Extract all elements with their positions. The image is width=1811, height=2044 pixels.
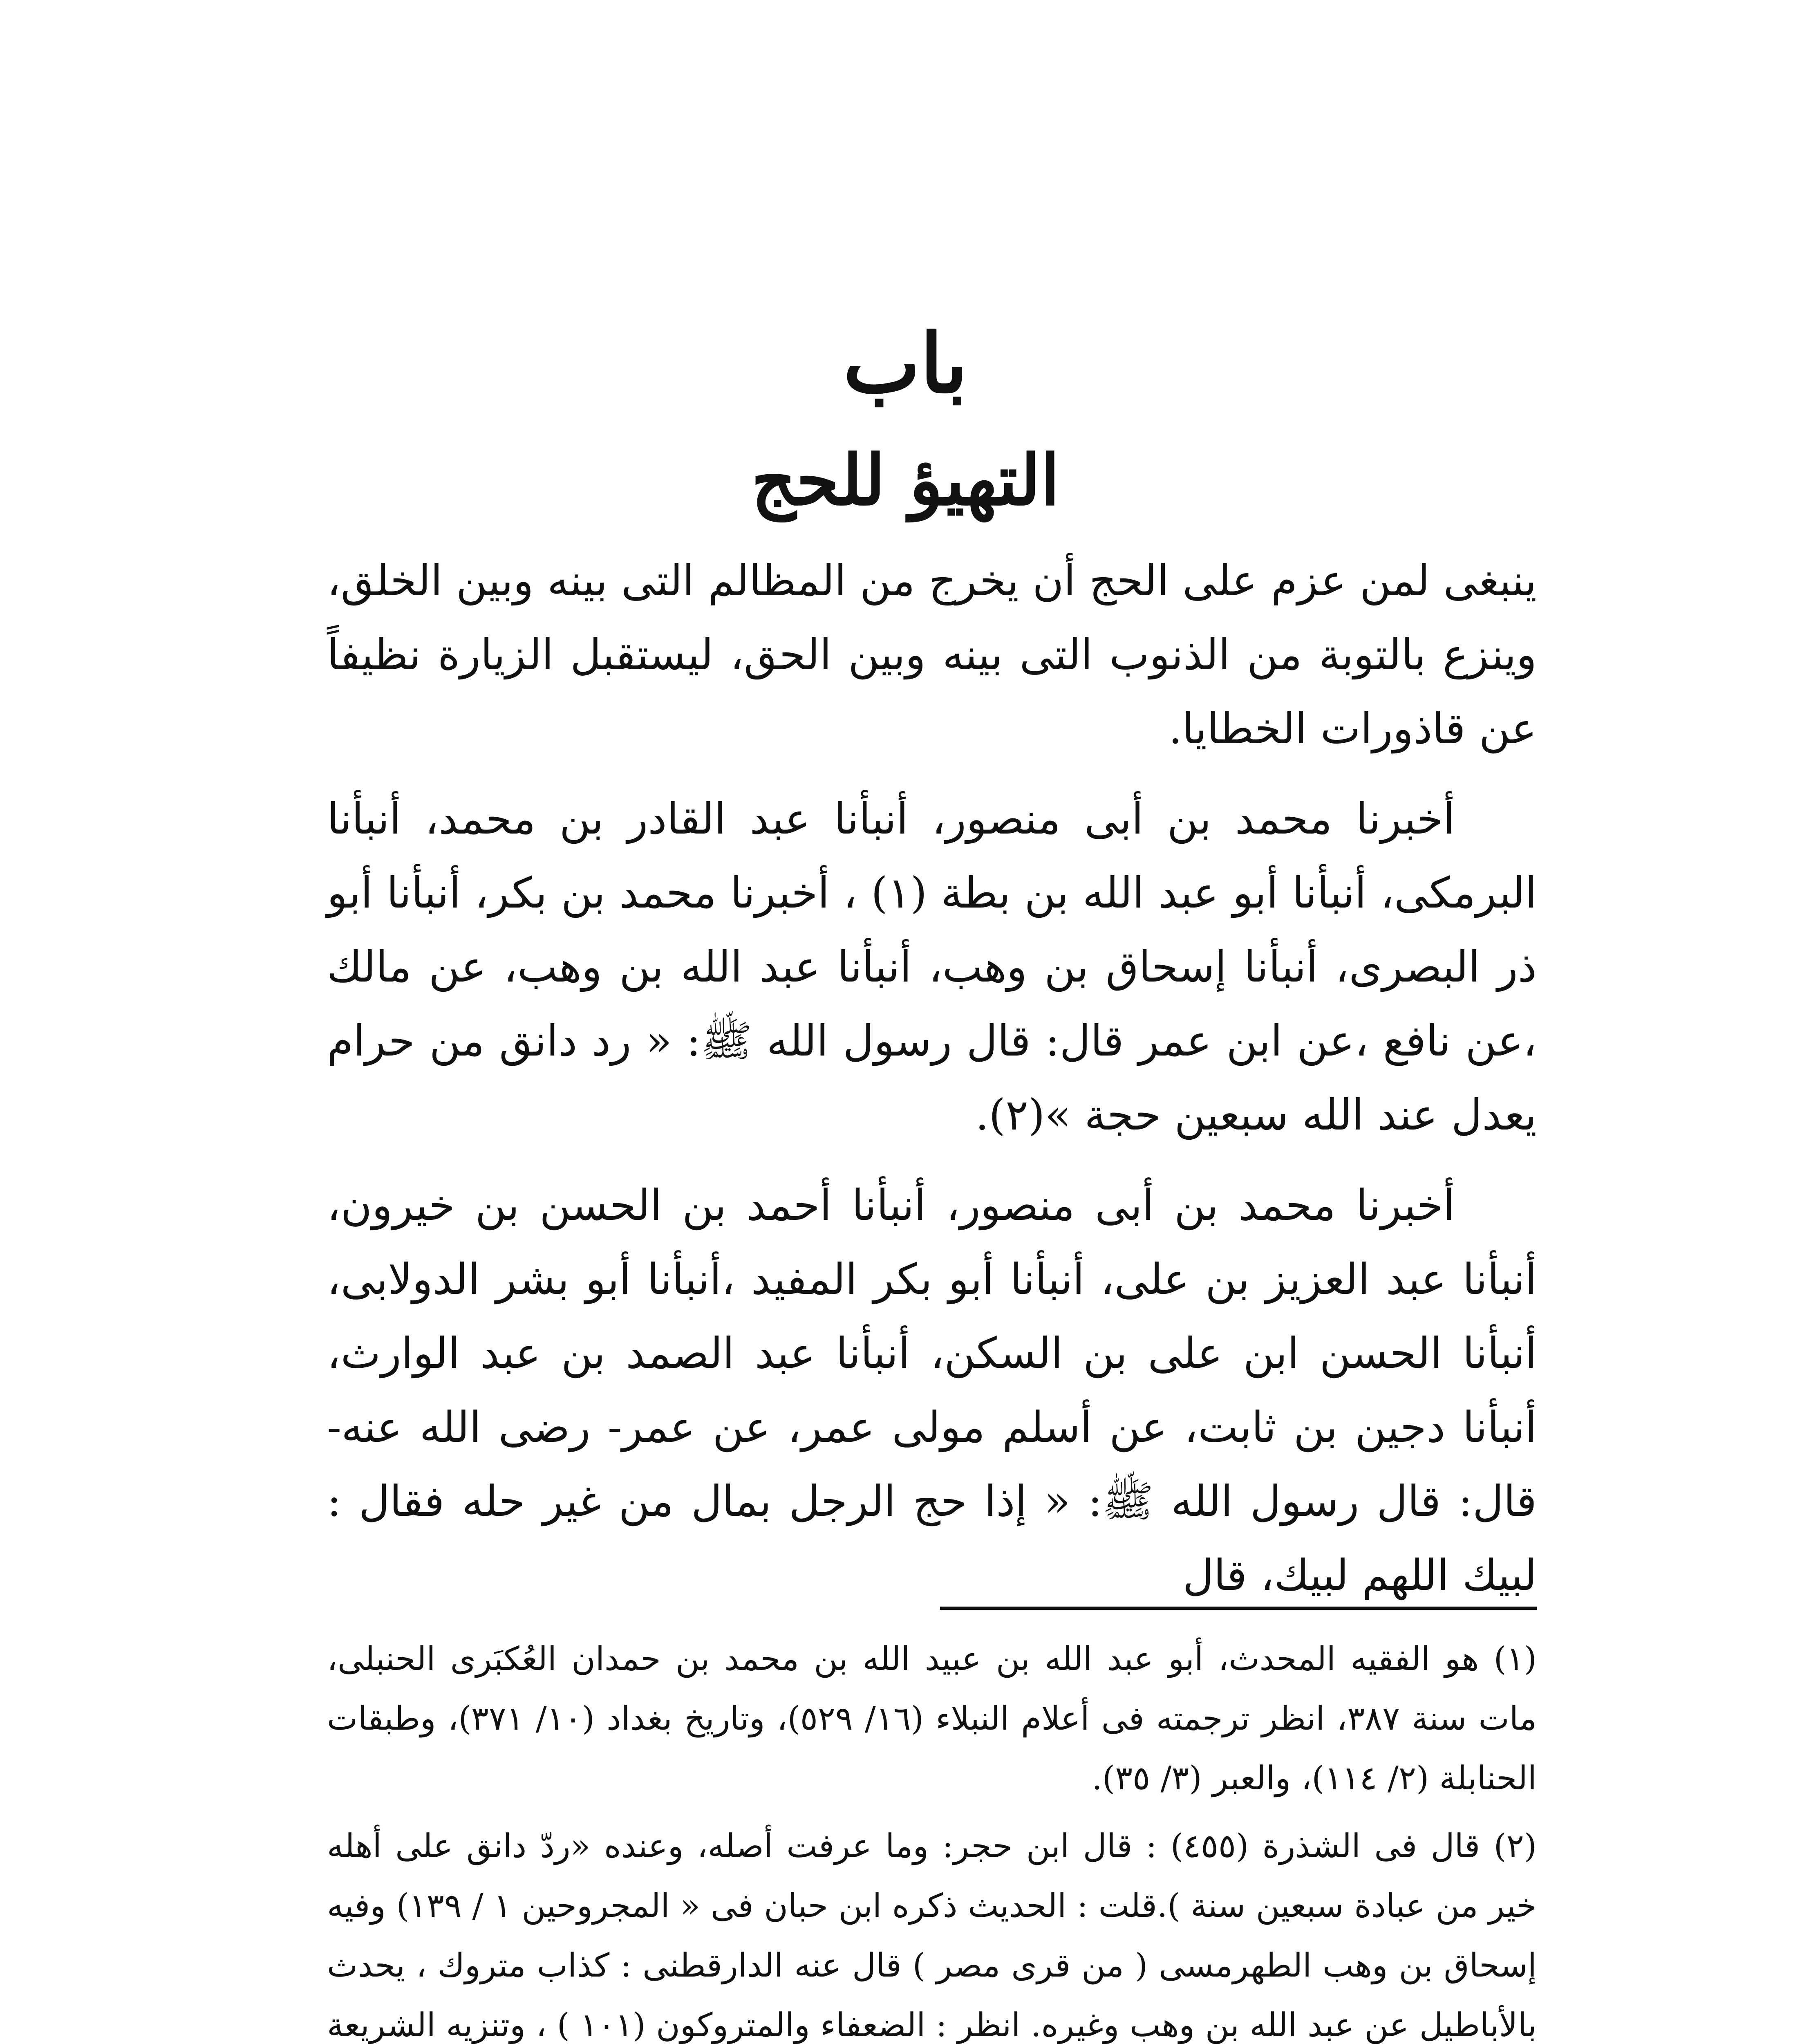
footnote-1: (١) هو الفقيه المحدث، أبو عبد الله بن عبيد الله بن محمد بن حمدان العُكبَرى الحنبلى، مات سنة ٣٨٧، انظر ترجمته فى أعلام النبلاء (١٦/ ٥٢٩)، وتاريخ بغداد (١٠/ ٣٧١)، وطبقات الحنابلة (٢/ ١١٤)، والعبر (٣/ ٣٥). [327,1640,1537,1797]
footnote-2: (٢) قال فى الشذرة (٤٥٥) : قال ابن حجر: وما عرفت أصله، وعنده «ردّ دانق على أهله خير من عبادة سبعين سنة ).قلت : الحديث ذكره ابن حبان فى « المجروحين ١ / ١٣٩) وفيه إسحاق بن وهب الطهرمسى ( من قرى مصر ) قال عنه الدارقطنى : كذاب متروك ، يحدث بالأباطيل عن عبد الله بن وهب وغيره. انظر : الضعفاء والمتروكون (١٠١ ) ، وتنزيه الشريعة [327,1827,1537,2044]
paragraph-intro: ينبغى لمن عزم على الحج أن يخرج من المظالم التى بينه وبين الخلق، وينزع بالتوبة من الذنوب التى بينه وبين الحق، ليستقبل الزيارة نظيفاً عن قاذورات الخطايا. [327,556,1537,753]
paragraph-hadith-2: أخبرنا محمد بن أبى منصور، أنبأنا أحمد بن الحسن بن خيرون، أنبأنا عبد العزيز بن على، أنبأنا أبو بكر المفيد ،أنبأنا أبو بشر الدولابى، أنبأنا الحسن ابن على بن السكن، أنبأنا عبد الصمد بن عبد الوارث، أنبأنا دجين بن ثابت، عن أسلم مولى عمر، عن عمر- رضى الله عنه- قال: قال رسول الله ﷺ: « إذا حج الرجل بمال من غير حله فقال : لبيك اللهم لبيك، قال [327,1180,1537,1600]
main-text [327,544,1537,1629]
chapter-label: باب [843,316,968,412]
paragraph-hadith-1: أخبرنا محمد بن أبى منصور، أنبأنا عبد القادر بن محمد، أنبأنا البرمكى، أنبأنا أبو عبد الله بن بطة (١) ، أخبرنا محمد بن بكر، أنبأنا أبو ذر البصرى، أنبأنا إسحاق بن وهب، أنبأنا عبد الله بن وهب، عن مالك ،عن نافع ،عن ابن عمر قال: قال رسول الله ﷺ: « رد دانق من حرام يعدل عند الله سبعين حجة »(٢). [327,794,1537,1140]
footnotes [327,1629,1537,2044]
chapter-title: التهيؤ للحج [751,439,1060,521]
footnote-separator [940,1607,1537,1610]
